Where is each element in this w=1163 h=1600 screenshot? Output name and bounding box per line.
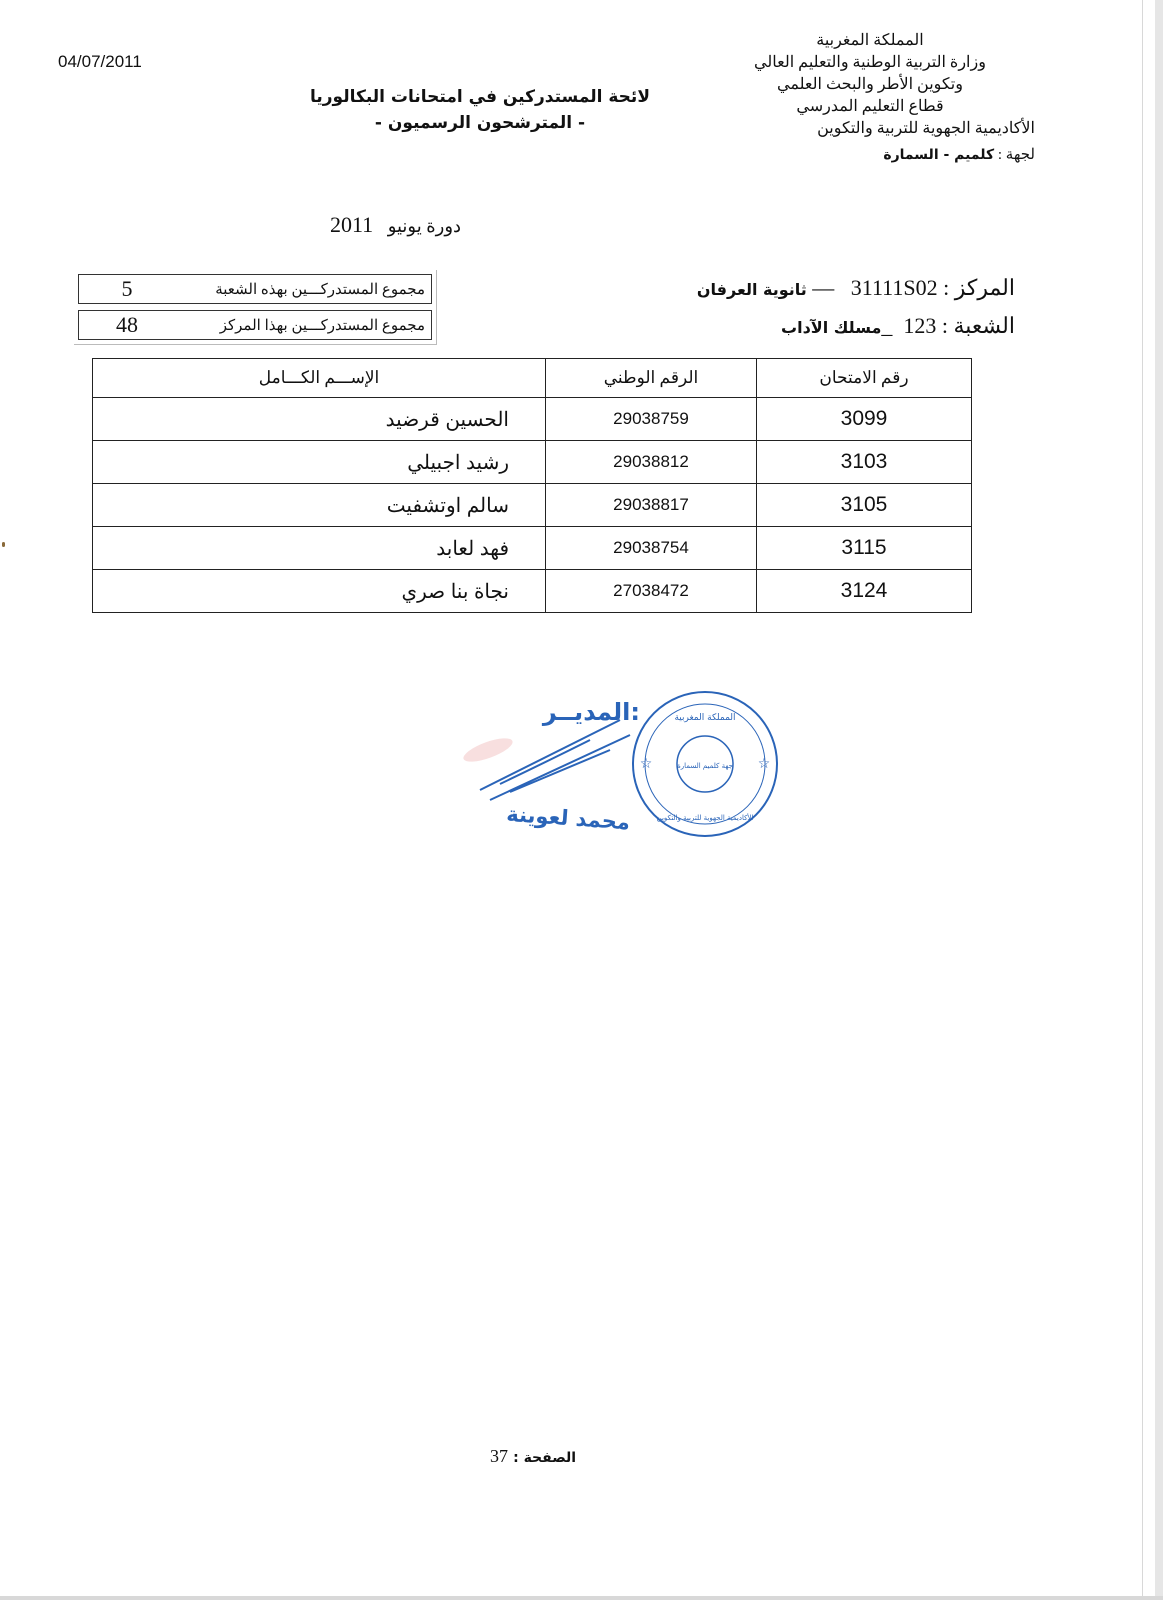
region xyxy=(705,144,1035,166)
title-line-1: لائحة المستدركين في امتحانات البكالوريا xyxy=(310,87,650,107)
ministry-line: الأكاديمية الجهوية للتربية والتكوين xyxy=(817,120,1035,137)
table-row xyxy=(93,527,972,570)
full-name: فهد لعابد xyxy=(93,527,546,570)
table-row xyxy=(93,398,972,441)
branch-total-value: 5 xyxy=(121,276,133,301)
ministry-line: وتكوين الأطر والبحث العلمي xyxy=(777,76,963,93)
official-stamp xyxy=(633,692,777,836)
branch-label: الشعبة : xyxy=(941,313,1015,338)
ministry-line: قطاع التعليم المدرسي xyxy=(796,98,944,115)
session-year: 2011 xyxy=(330,212,374,237)
exam-session xyxy=(330,212,461,238)
page-title xyxy=(270,84,690,136)
signature-title: المديــر: xyxy=(542,698,640,726)
ministry-line: وزارة التربية الوطنية والتعليم العالي xyxy=(754,54,986,71)
signature-name: محمد لعوينة xyxy=(505,801,631,835)
center-total-value: 48 xyxy=(116,312,138,337)
full-name: نجاة بنا صري xyxy=(93,570,546,613)
table-row xyxy=(93,484,972,527)
ink-smudge xyxy=(461,734,515,767)
scan-edge-bottom xyxy=(0,1596,1163,1600)
branch-line xyxy=(697,308,1015,346)
branch-total xyxy=(78,274,432,304)
national-number: 29038812 xyxy=(546,441,757,484)
full-name: رشيد اجبيلي xyxy=(93,441,546,484)
col-national-number: الرقم الوطني xyxy=(546,359,757,398)
ministry-header xyxy=(705,30,1035,166)
branch-name: مسلك الآداب xyxy=(781,318,882,337)
center-total-label: مجموع المستدركـــين بهذا المركز xyxy=(219,317,425,334)
page-number xyxy=(490,1446,576,1467)
totals-box xyxy=(78,274,432,346)
exam-number: 3124 xyxy=(757,570,972,613)
star-icon: ☆ xyxy=(757,756,771,772)
stamp-bottom-text: الأكاديمية الجهوية للتربية والتكوين xyxy=(656,814,754,822)
table-row xyxy=(93,441,972,484)
exam-number: 3105 xyxy=(757,484,972,527)
full-name: سالم اوتشفيت xyxy=(93,484,546,527)
center-code: 31111S02 xyxy=(850,275,938,300)
national-number: 29038754 xyxy=(546,527,757,570)
center-line xyxy=(697,270,1015,308)
exam-number: 3099 xyxy=(757,398,972,441)
col-exam-number: رقم الامتحان xyxy=(757,359,972,398)
scan-edge-line xyxy=(1142,0,1143,1600)
region-name: كلميم - السمارة xyxy=(883,147,995,163)
center-name: ثانوية العرفان xyxy=(696,280,807,299)
branch-code: 123 xyxy=(903,313,937,338)
center-label: المركز : xyxy=(943,275,1015,300)
stamp-inner-text: جهة كلميم السمارة xyxy=(677,762,733,770)
exam-number: 3115 xyxy=(757,527,972,570)
handwritten-signature xyxy=(480,720,630,800)
scan-speck xyxy=(2,542,5,547)
scan-edge xyxy=(1155,0,1163,1600)
national-number: 29038759 xyxy=(546,398,757,441)
col-full-name: الإســـم الكـــامل xyxy=(93,359,546,398)
full-name: الحسين قرضيد xyxy=(93,398,546,441)
page-label: الصفحة : xyxy=(513,1450,577,1466)
candidates-table xyxy=(92,358,972,613)
table-row xyxy=(93,570,972,613)
session-label: دورة يونيو xyxy=(387,216,462,236)
title-line-2: - المترشحون الرسميون - xyxy=(374,113,586,133)
center-dash: — xyxy=(812,275,835,300)
print-date: 04/07/2011 xyxy=(58,52,142,71)
table-header-row xyxy=(93,359,972,398)
branch-dash: _ xyxy=(881,313,893,338)
branch-total-label: مجموع المستدركـــين بهذه الشعبة xyxy=(215,281,425,298)
director-signature-stamp xyxy=(430,680,810,880)
ministry-line: المملكة المغربية xyxy=(816,32,924,49)
exam-number: 3103 xyxy=(757,441,972,484)
region-label: لجهة : xyxy=(997,147,1035,163)
page-number-value: 37 xyxy=(490,1446,508,1466)
national-number: 27038472 xyxy=(546,570,757,613)
center-info xyxy=(697,270,1015,346)
center-total xyxy=(78,310,432,340)
national-number: 29038817 xyxy=(546,484,757,527)
stamp-outer-text: المملكة المغربية xyxy=(674,713,736,723)
star-icon: ☆ xyxy=(639,756,653,772)
